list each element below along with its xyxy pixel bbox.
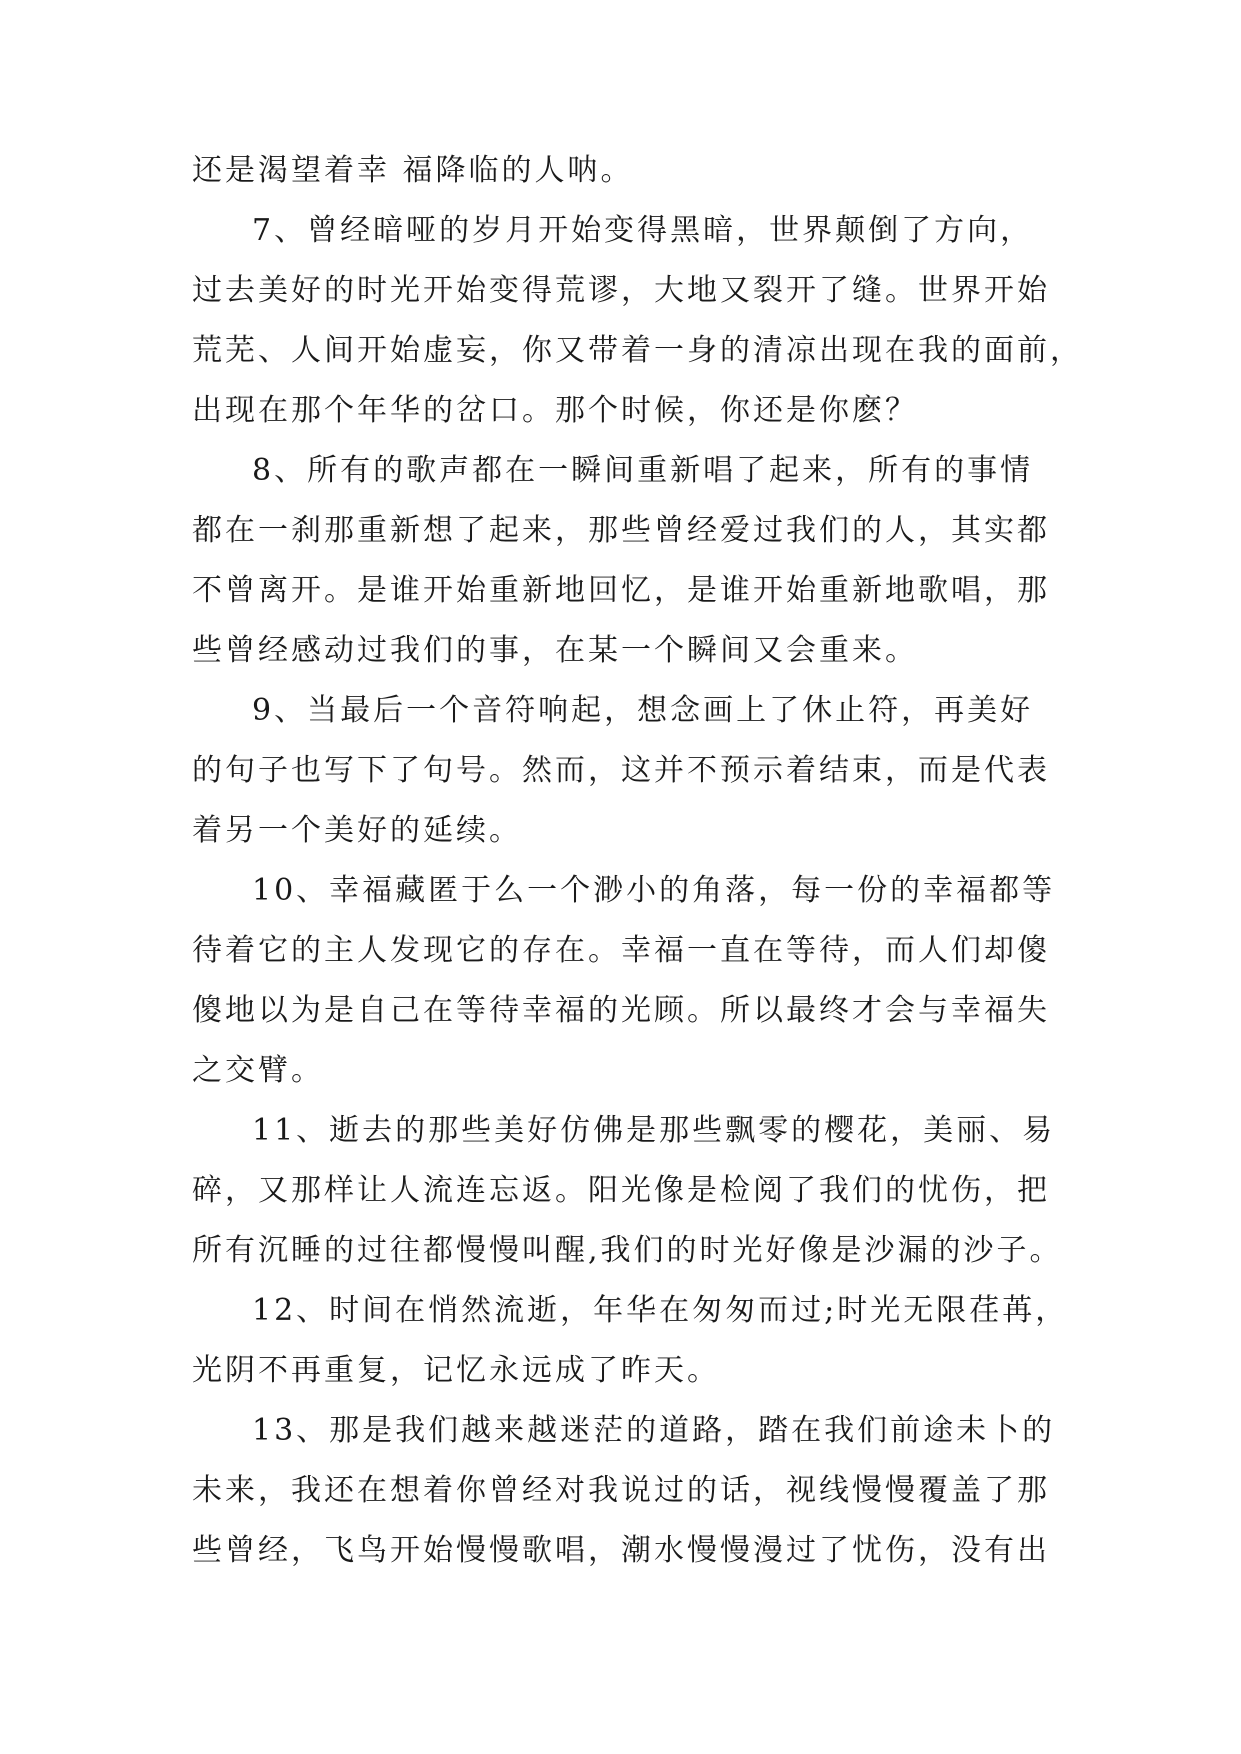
text-line: 过去美好的时光开始变得荒谬，大地又裂开了缝。世界开始 [192,273,1050,308]
text-line: 所有沉睡的过往都慢慢叫醒,我们的时光好像是沙漏的沙子。 [192,1233,1063,1268]
paragraph-11-line: 11、逝去的那些美好仿佛是那些飘零的樱花，美丽、易 [252,1113,1056,1148]
text-line: 光阴不再重复，记忆永远成了昨天。 [192,1353,720,1388]
text-line: 还是渴望着幸 福降临的人呐。 [192,153,634,188]
document-body [192,153,1083,1596]
paragraph-7-line: 7、曾经暗哑的岁月开始变得黑暗，世界颠倒了方向， [252,213,1034,248]
paragraph-13-line: 13、那是我们越来越迷茫的道路，踏在我们前途未卜的 [252,1413,1056,1448]
text-line: 着另一个美好的延续。 [192,813,522,848]
text-line: 傻地以为是自己在等待幸福的光顾。所以最终才会与幸福失 [192,993,1050,1028]
paragraph-10-line: 10、幸福藏匿于么一个渺小的角落，每一份的幸福都等 [252,873,1056,908]
text-line: 之交臂。 [192,1053,324,1088]
text-line: 的句子也写下了句号。然而，这并不预示着结束，而是代表 [192,753,1050,788]
text-line: 碎，又那样让人流连忘返。阳光像是检阅了我们的忧伤，把 [192,1173,1050,1208]
text-line: 些曾经，飞鸟开始慢慢歌唱，潮水慢慢漫过了忧伤，没有出 [192,1533,1050,1568]
text-line: 不曾离开。是谁开始重新地回忆，是谁开始重新地歌唱，那 [192,573,1050,608]
paragraph-9-line: 9、当最后一个音符响起，想念画上了休止符，再美好 [252,693,1034,728]
text-line: 待着它的主人发现它的存在。幸福一直在等待，而人们却傻 [192,933,1050,968]
paragraph-12-line: 12、时间在悄然流逝，年华在匆匆而过;时光无限荏苒， [252,1293,1069,1328]
text-line: 未来，我还在想着你曾经对我说过的话，视线慢慢覆盖了那 [192,1473,1050,1508]
paragraph-8-line: 8、所有的歌声都在一瞬间重新唱了起来，所有的事情 [252,453,1034,488]
text-line: 荒芜、人间开始虚妄，你又带着一身的清凉出现在我的面前， [192,333,1083,368]
text-line: 些曾经感动过我们的事，在某一个瞬间又会重来。 [192,633,918,668]
text-line: 都在一刹那重新想了起来，那些曾经爱过我们的人，其实都 [192,513,1050,548]
text-line: 出现在那个年华的岔口。那个时候，你还是你麽？ [192,393,918,428]
